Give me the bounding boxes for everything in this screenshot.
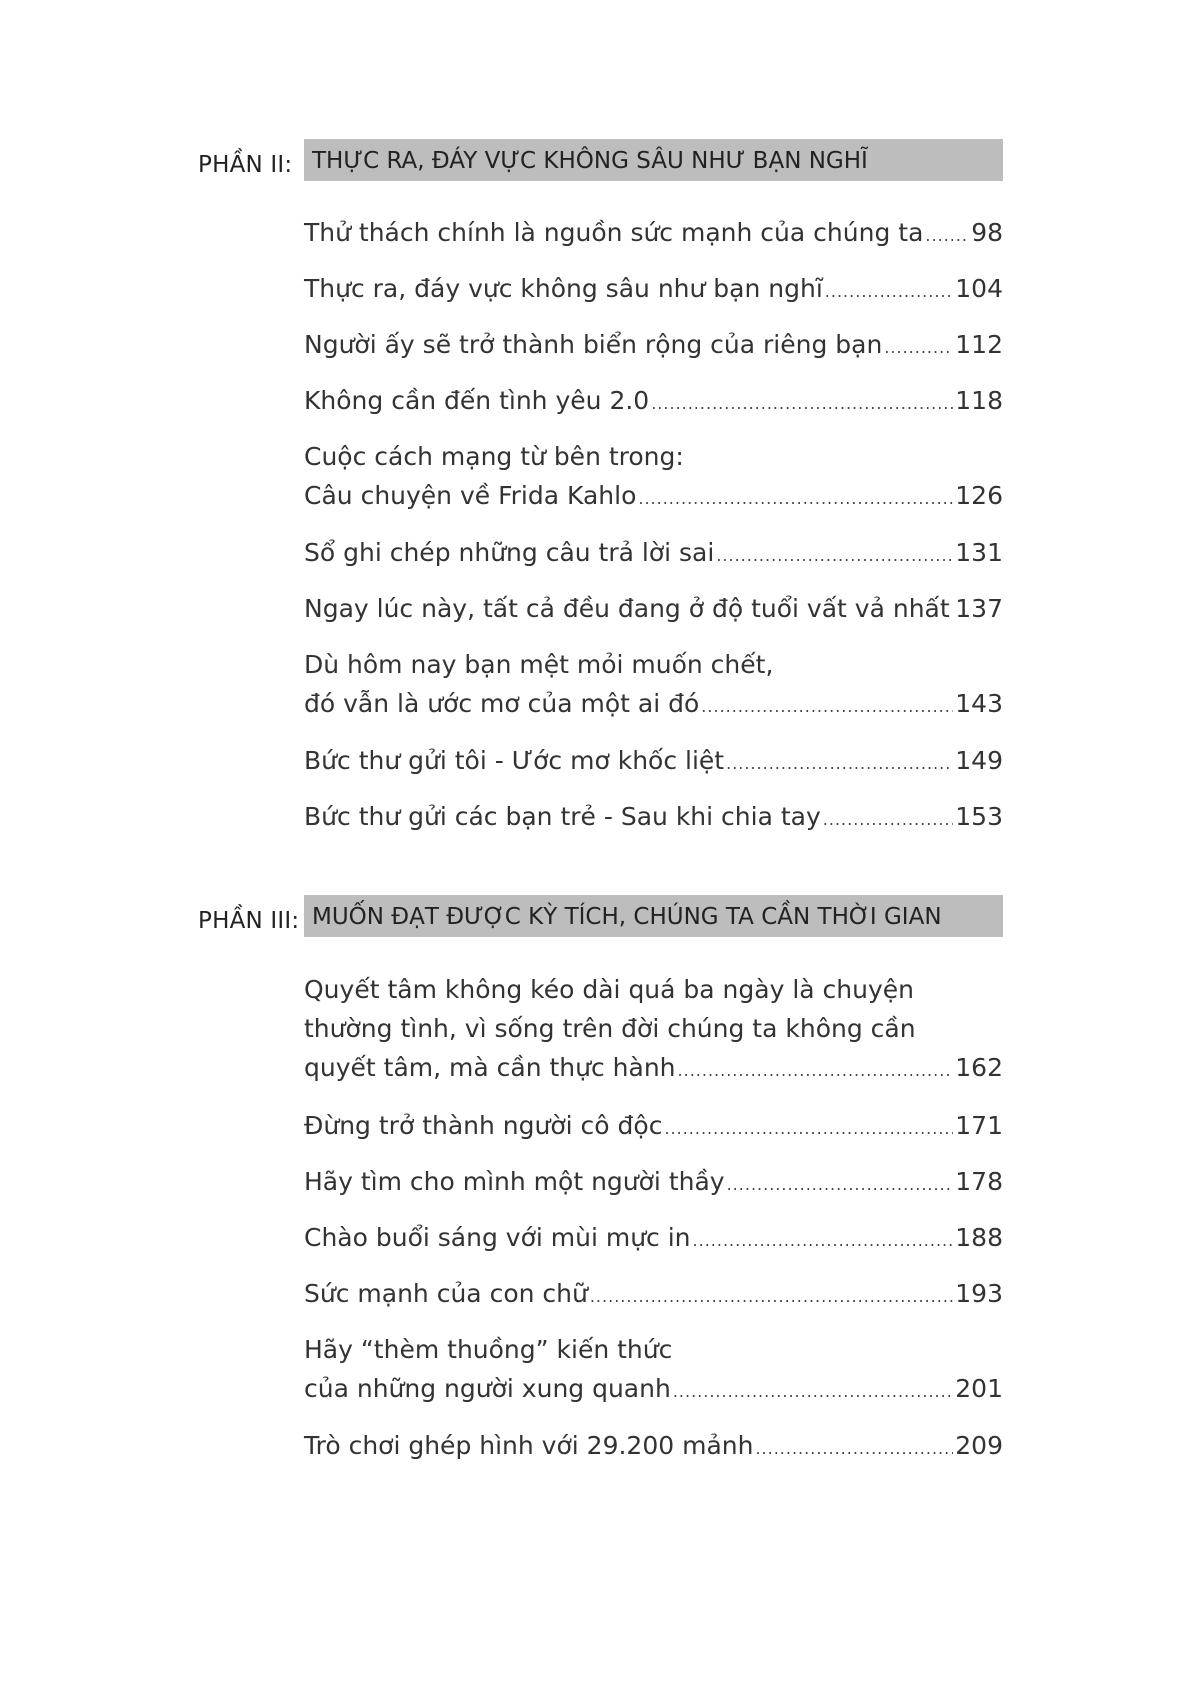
toc-entry-title: Thực ra, đáy vực không sâu như bạn nghĩ: [304, 274, 823, 303]
toc-leader-dots: [952, 592, 954, 631]
toc-entry: [304, 797, 1003, 839]
toc-page-number: 98: [971, 218, 1003, 247]
toc-entry: [304, 533, 1003, 575]
toc-page-number: 162: [955, 1053, 1003, 1082]
toc-leader-dots: [638, 479, 953, 518]
toc-leader-dots: [925, 216, 969, 255]
toc-entry: [304, 1330, 1003, 1411]
toc-entry-title: Người ấy sẽ trở thành biển rộng của riêng bạn: [304, 330, 883, 359]
toc-entry-title: Sức mạnh của con chữ: [304, 1279, 588, 1308]
toc-entry: [304, 741, 1003, 783]
toc-page-number: 201: [955, 1374, 1003, 1403]
toc-entry: [304, 1106, 1003, 1148]
toc-entry-title: Bức thư gửi tôi - Ước mơ khốc liệt: [304, 746, 725, 775]
toc-page-number: 104: [955, 274, 1003, 303]
toc-leader-dots: [693, 1221, 954, 1260]
toc-entry: [304, 381, 1003, 423]
part-2-title-bar: [304, 139, 1003, 181]
toc-page-number: 118: [955, 386, 1003, 415]
toc-entry-title: của những người xung quanh: [304, 1374, 671, 1403]
toc-leader-dots: [825, 272, 953, 311]
part-2-title: THỰC RA, ĐÁY VỰC KHÔNG SÂU NHƯ BẠN NGHĨ: [312, 148, 868, 174]
toc-page-number: 143: [955, 689, 1003, 718]
toc-entry-title: Không cần đến tình yêu 2.0: [304, 386, 650, 415]
toc-leader-dots: [716, 536, 953, 575]
toc-page-number: 188: [955, 1223, 1003, 1252]
toc-page-number: 149: [955, 746, 1003, 775]
toc-entry: [304, 589, 1003, 631]
toc-entry: [304, 269, 1003, 311]
part-3-title-bar: [304, 895, 1003, 937]
toc-entry-title: Trò chơi ghép hình với 29.200 mảnh: [304, 1431, 754, 1460]
toc-entry-title: Bức thư gửi các bạn trẻ - Sau khi chia tay: [304, 802, 821, 831]
toc-leader-dots: [673, 1372, 953, 1411]
toc-entry: [304, 1162, 1003, 1204]
toc-leader-dots: [884, 328, 953, 367]
toc-leader-dots: [727, 1165, 954, 1204]
part-3-title: MUỐN ĐẠT ĐƯỢC KỲ TÍCH, CHÚNG TA CẦN THỜI GIAN: [312, 904, 942, 930]
toc-entry-title-line: Hãy “thèm thuồng” kiến thức: [304, 1335, 673, 1364]
toc-entry-title-line: Cuộc cách mạng từ bên trong:: [304, 442, 684, 471]
part-3-label: PHẦN III:: [198, 908, 300, 934]
toc-entry-title: đó vẫn là ước mơ của một ai đó: [304, 689, 700, 718]
toc-entry: [304, 1426, 1003, 1468]
toc-entry-title: quyết tâm, mà cần thực hành: [304, 1053, 676, 1082]
toc-entry: [304, 1274, 1003, 1316]
toc-leader-dots: [823, 800, 954, 839]
toc-entry-title: Câu chuyện về Frida Kahlo: [304, 481, 637, 510]
toc-entry-title: Hãy tìm cho mình một người thầy: [304, 1167, 725, 1196]
toc-leader-dots: [755, 1429, 953, 1468]
toc-entry-title-line: thường tình, vì sống trên đời chúng ta không cần: [304, 1014, 916, 1043]
toc-page-number: 126: [955, 481, 1003, 510]
toc-entry-title: Đừng trở thành người cô độc: [304, 1111, 663, 1140]
toc-entry-title: Chào buổi sáng với mùi mực in: [304, 1223, 691, 1252]
toc-page-number: 153: [955, 802, 1003, 831]
toc-leader-dots: [678, 1051, 954, 1090]
toc-entry-title: Sổ ghi chép những câu trả lời sai: [304, 538, 715, 567]
toc-entry-title-line: Quyết tâm không kéo dài quá ba ngày là chuyện: [304, 975, 914, 1004]
toc-page-number: 209: [955, 1431, 1003, 1460]
toc-page-number: 112: [955, 330, 1003, 359]
toc-leader-dots: [701, 687, 953, 726]
toc-page-number: 178: [955, 1167, 1003, 1196]
toc-page-number: 193: [955, 1279, 1003, 1308]
toc-entry: [304, 325, 1003, 367]
toc-page-number: 171: [955, 1111, 1003, 1140]
toc-leader-dots: [651, 384, 953, 423]
part-2-label: PHẦN II:: [198, 152, 293, 178]
toc-page-number: 131: [955, 538, 1003, 567]
toc-entry: [304, 213, 1003, 255]
toc-entry: [304, 645, 1003, 726]
toc-page-number: 137: [955, 594, 1003, 623]
toc-leader-dots: [726, 744, 953, 783]
toc-entry-title-line: Dù hôm nay bạn mệt mỏi muốn chết,: [304, 650, 774, 679]
toc-entry: [304, 970, 1003, 1090]
toc-entry-title: Ngay lúc này, tất cả đều đang ở độ tuổi vất vả nhất: [304, 594, 950, 623]
toc-entry: [304, 1218, 1003, 1260]
toc-entry-title: Thử thách chính là nguồn sức mạnh của chúng ta: [304, 218, 924, 247]
toc-leader-dots: [664, 1109, 953, 1148]
toc-leader-dots: [590, 1277, 953, 1316]
toc-entry: [304, 437, 1003, 518]
